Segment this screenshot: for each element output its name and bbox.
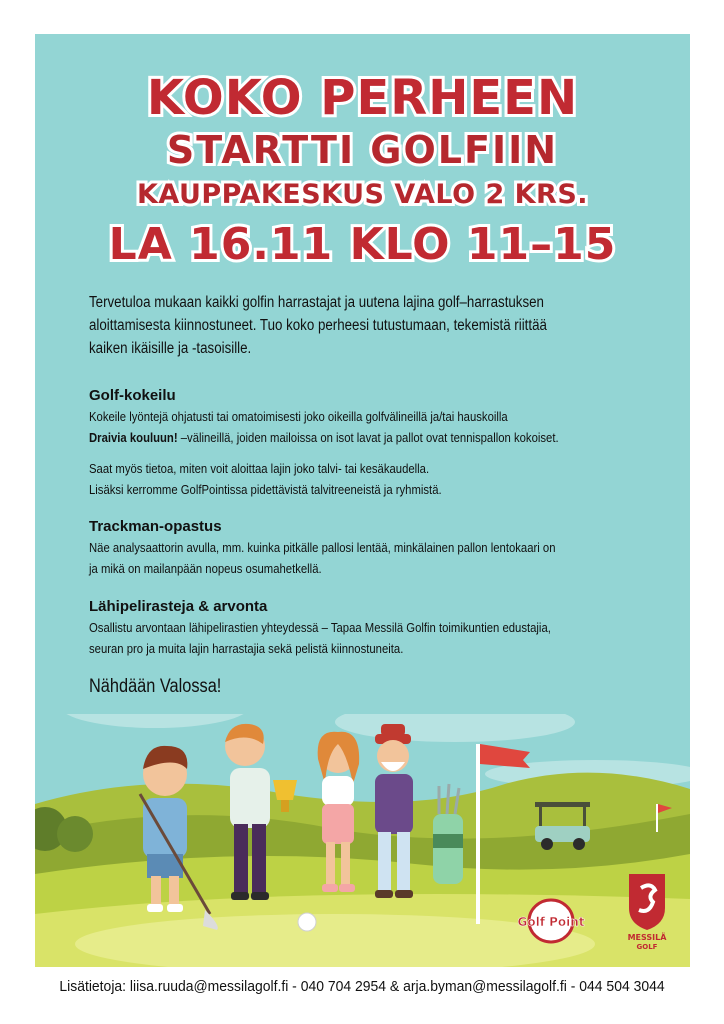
section-text: [89, 458, 681, 500]
section-lahipeli: [89, 597, 669, 659]
section-line: ja mikä on mailanpään nopeus osumahetkellä.: [89, 561, 322, 576]
poster: [35, 34, 690, 967]
section-line: Näe analysaattorin avulla, mm. kuinka pitkälle pallosi lentää, minkälainen pallon lentokaari on: [89, 540, 556, 555]
section-text: [89, 617, 681, 659]
section-title: Lähipelirasteja & arvonta: [89, 598, 268, 615]
headline-line-1: KOKO PERHEEN: [146, 70, 579, 126]
section-line: Osallistu arvontaan lähipelirastien yhteydessä – Tapaa Messilä Golfin toimikuntien edustajia,: [89, 620, 551, 635]
cloud: [335, 714, 575, 742]
intro-line: aloittamisesta kiinnostuneet. Tuo koko perheesi tutustumaan, tekemistä riittää: [89, 317, 547, 334]
section-golf-kokeilu-more: [89, 458, 669, 500]
section-line-rest: –välineillä, joiden mailoissa on isot lavat ja pallot ovat tennispallon kokoiset.: [177, 430, 559, 445]
section-line: Lisäksi kerromme GolfPointissa pidettävistä talvitreeneistä ja ryhmistä.: [89, 482, 442, 497]
section-trackman: [89, 517, 669, 579]
golf-bag-icon: [433, 784, 463, 884]
intro-paragraph: [89, 291, 674, 360]
section-text: [89, 537, 681, 579]
section-line: Saat myös tietoa, miten voit aloittaa lajin joko talvi- tai kesäkaudella.: [89, 461, 430, 476]
contact-footer: Lisätietoja: liisa.ruuda@messilagolf.fi - 040 704 2954 & arja.byman@messilagolf.fi - 044 504 3044: [59, 978, 665, 995]
section-line: seuran pro ja muita lajin harrastajia sekä pelistä kiinnostuneita.: [89, 641, 404, 656]
headline-date-time: LA 16.11 KLO 11–15: [108, 219, 617, 270]
intro-line: Tervetuloa mukaan kaikki golfin harrastajat ja uutena lajina golf–harrastuksen: [89, 294, 544, 311]
golf-illustration: [35, 714, 690, 967]
messila-logo-line-2: GOLF: [636, 943, 658, 951]
section-line: Kokeile lyöntejä ohjatusti tai omatoimisesti joko oikeilla golfvälineillä ja/tai hauskoilla: [89, 409, 508, 424]
golfpoint-logo-text: Golf Point: [517, 915, 585, 929]
golf-ball-icon: [298, 913, 316, 931]
flag: [480, 744, 530, 768]
draivia-kouluun-emphasis: Draivia kouluun!: [89, 430, 178, 445]
messila-logo-line-1: MESSILÄ: [627, 933, 667, 942]
section-golf-kokeilu: [89, 386, 669, 448]
section-text: [89, 406, 681, 448]
tree: [57, 816, 93, 852]
section-line: [89, 427, 681, 448]
messila-golf-logo: [628, 874, 668, 951]
cloud: [60, 714, 250, 728]
intro-line: kaiken ikäisille ja -tasoisille.: [89, 340, 252, 357]
section-title: Trackman-opastus: [89, 518, 222, 535]
closing-greeting: Nähdään Valossa!: [89, 676, 222, 697]
section-title: Golf-kokeilu: [89, 387, 176, 404]
headline-line-2: STARTTI GOLFIIN: [166, 128, 559, 172]
headline-line-3: KAUPPAKESKUS VALO 2 KRS.: [136, 179, 589, 210]
